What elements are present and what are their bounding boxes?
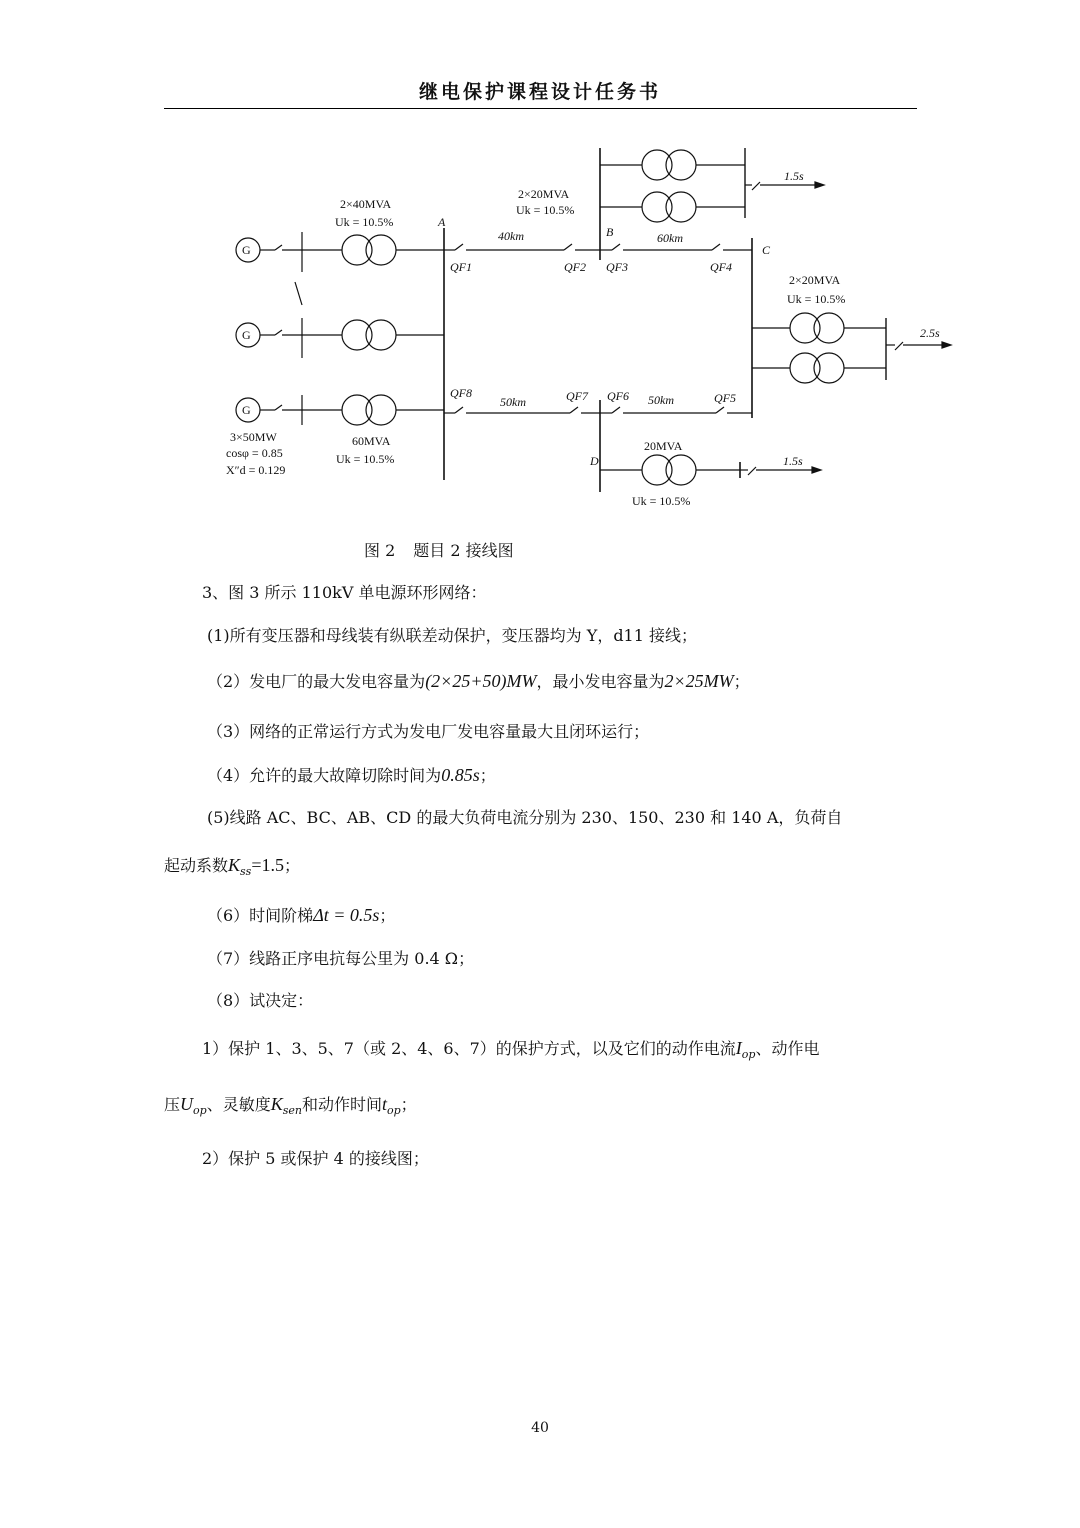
label-t-d-uk: Uk = 10.5%	[632, 494, 691, 508]
sub-item-1-line2: 压$U_{op}$、灵敏度$K_{sen}$和动作时间$t_{op}$；	[164, 1094, 417, 1118]
page-header-title: 继电保护课程设计任务书	[418, 81, 661, 103]
label-t-d-rating: 20MVA	[644, 439, 683, 453]
sub-item-1-line1: 1）保护 1、3、5、7（或 2、4、6、7）的保护方式，以及它们的动作电流$I_{op}$、动作电	[202, 1038, 820, 1062]
page-number: 40	[531, 1420, 549, 1436]
figure-title: 题目 2 接线图	[413, 541, 514, 560]
figure-number: 图 2	[364, 541, 396, 560]
label-bus-d: D	[590, 454, 599, 468]
label-t-ab-uk: Uk = 10.5%	[335, 215, 394, 229]
label-t-b-time: 1.5s	[784, 169, 804, 183]
label-line-ab-len: 40km	[498, 229, 524, 243]
item-6: （6）时间阶梯Δt = 0.5s；	[207, 905, 396, 925]
label-bus-a: A	[438, 215, 446, 229]
label-qf8: QF8	[450, 386, 472, 400]
label-gen-xd: X″d = 0.129	[226, 463, 286, 477]
label-gen-rating: 3×50MW	[230, 430, 277, 444]
label-qf3: QF3	[606, 260, 628, 274]
label-qf4: QF4	[710, 260, 732, 274]
label-line-ad-len: 50km	[500, 395, 526, 409]
label-t-b-uk: Uk = 10.5%	[516, 203, 575, 217]
label-gen-cos: cosφ = 0.85	[226, 446, 283, 460]
wiring-diagram	[0, 0, 1080, 530]
label-bus-c: C	[762, 243, 771, 257]
gen-symbol-3: G	[242, 403, 251, 417]
item-8: （8）试决定：	[207, 991, 314, 1010]
gen-symbol-2: G	[242, 328, 251, 342]
label-t-b-rating: 2×20MVA	[518, 187, 570, 201]
item-2: （2）发电厂的最大发电容量为(2×25+50)MW，最小发电容量为2×25MW；	[207, 671, 750, 691]
item-1: (1)所有变压器和母线装有纵联差动保护，变压器均为 Y，d11 接线；	[207, 626, 698, 645]
label-qf5: QF5	[714, 391, 736, 405]
sub-item-2: 2）保护 5 或保护 4 的接线图；	[202, 1149, 429, 1168]
gen-symbol-1: G	[242, 243, 251, 257]
item-5-line1: (5)线路 AC、BC、AB、CD 的最大负荷电流分别为 230、150、230 和 140 A，负荷自	[207, 808, 843, 827]
label-qf6: QF6	[607, 389, 629, 403]
label-t-d-time: 1.5s	[783, 454, 803, 468]
figure-caption	[364, 538, 532, 561]
label-t-ab-rating: 2×40MVA	[340, 197, 392, 211]
item-4: （4）允许的最大故障切除时间为0.85s；	[207, 765, 496, 785]
item-7: （7）线路正序电抗每公里为 0.4 Ω；	[207, 949, 475, 968]
label-bus-b: B	[606, 225, 614, 239]
problem-intro: 3、图 3 所示 110kV 单电源环形网络：	[202, 583, 487, 602]
label-qf2: QF2	[564, 260, 586, 274]
label-line-bc-len: 60km	[657, 231, 683, 245]
label-t-c-uk: Uk = 10.5%	[787, 292, 846, 306]
label-qf1: QF1	[450, 260, 472, 274]
label-t-c-time: 2.5s	[920, 326, 940, 340]
item-3: （3）网络的正常运行方式为发电厂发电容量最大且闭环运行；	[207, 722, 650, 741]
label-t-g-rating: 60MVA	[352, 434, 391, 448]
label-t-c-rating: 2×20MVA	[789, 273, 841, 287]
label-qf7: QF7	[566, 389, 588, 403]
item-5-line2: 起动系数$K_{ss}=1.5$；	[164, 855, 300, 879]
label-t-g-uk: Uk = 10.5%	[336, 452, 395, 466]
label-line-dc-len: 50km	[648, 393, 674, 407]
